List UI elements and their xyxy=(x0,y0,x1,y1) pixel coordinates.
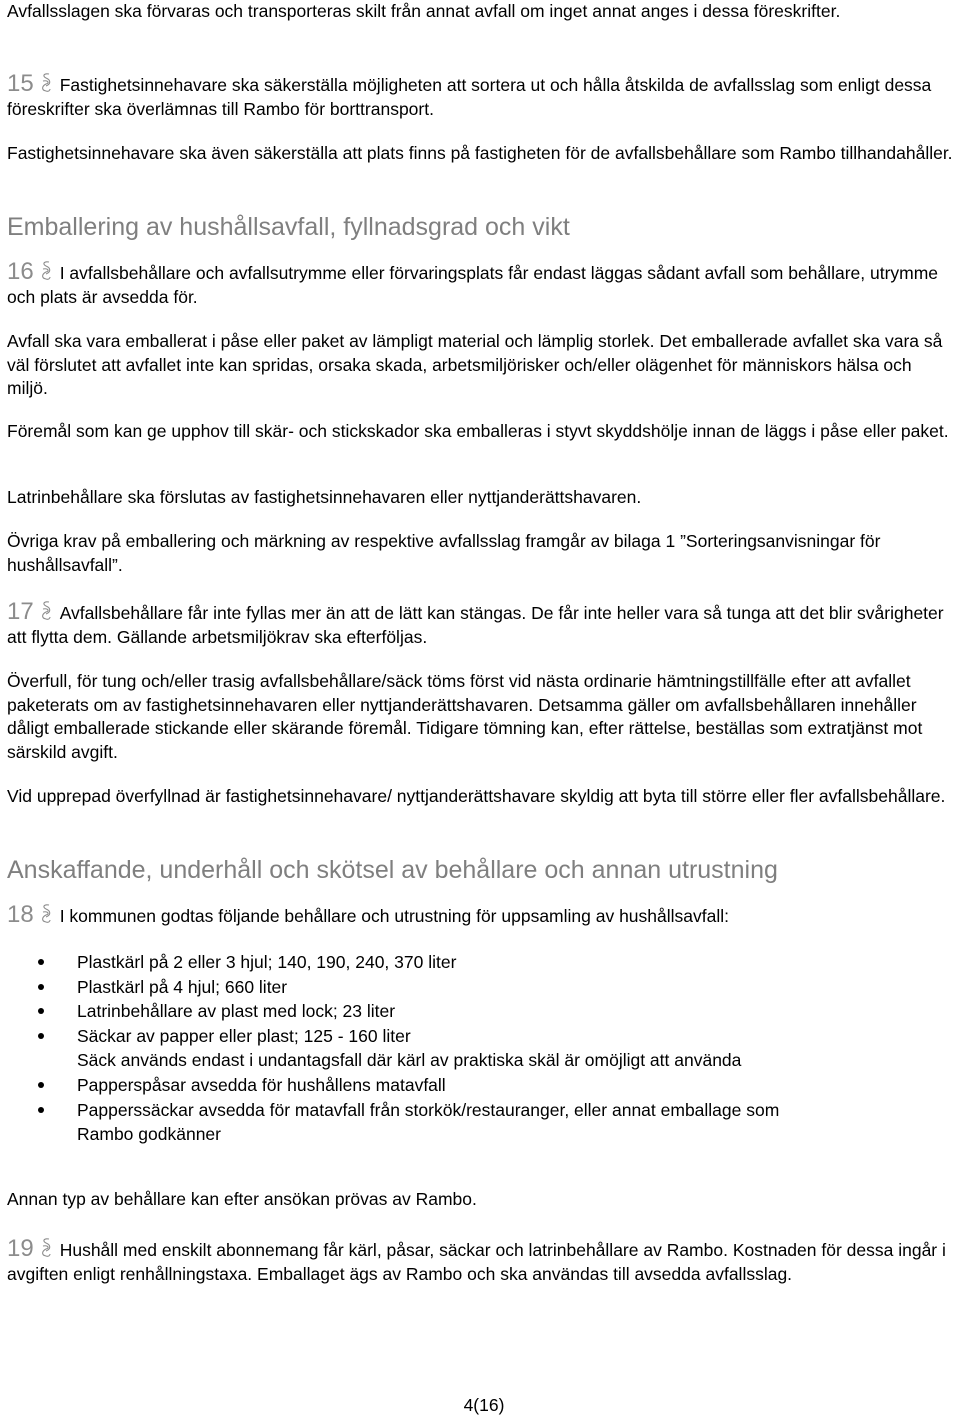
list-item xyxy=(7,1073,957,1098)
heading-emballering: Emballering av hushållsavfall, fyllnadsgrad och vikt xyxy=(7,213,570,241)
list-item-text: Plastkärl på 2 eller 3 hjul; 140, 190, 240, 370 liter xyxy=(77,952,457,972)
list-item xyxy=(7,950,957,975)
section-16-paragraph-5: Övriga krav på emballering och märkning av respektive avfallsslag framgår av bilaga 1 ”Sorteringsanvisningar för hushållsavfall”. xyxy=(7,531,881,575)
section-18-paragraph-1 xyxy=(7,903,957,929)
section-18-number: 18 xyxy=(7,901,34,928)
list-item-text-continued: Rambo godkänner xyxy=(77,1124,221,1145)
list-item xyxy=(7,999,957,1024)
section-16-text-1: I avfallsbehållare och avfallsutrymme eller förvaringsplats får endast läggas sådant avfall som behållare, utrymme och plats är avsedda för. xyxy=(7,263,939,307)
section-15-paragraph-2: Fastighetsinnehavare ska även säkerställa att plats finns på fastigheten för de avfallsbehållare som Rambo tillhandahåller. xyxy=(7,143,953,163)
section-15-paragraph-1 xyxy=(7,72,957,121)
list-item-text: Plastkärl på 4 hjul; 660 liter xyxy=(77,976,288,997)
list-item-text: Säckar av papper eller plast; 125 - 160 liter xyxy=(77,1025,411,1046)
section-17-paragraph-1 xyxy=(7,600,957,649)
bullet-icon xyxy=(38,1008,44,1014)
section-symbol-icon xyxy=(40,1237,52,1259)
section-19-number: 19 xyxy=(7,1235,34,1262)
section-18-paragraph-2: Annan typ av behållare kan efter ansökan prövas av Rambo. xyxy=(7,1189,477,1209)
bullet-icon xyxy=(38,959,44,965)
section-15-number: 15 xyxy=(7,70,34,97)
list-item-note: Säck används endast i undantagsfall där kärl av praktiska skäl är omöjligt att använda xyxy=(77,1050,742,1071)
section-symbol-icon xyxy=(40,72,52,94)
list-item-text: Latrinbehållare av plast med lock; 23 liter xyxy=(77,1001,396,1022)
list-item xyxy=(7,1098,957,1147)
section-17-paragraph-2: Överfull, för tung och/eller trasig avfallsbehållare/säck töms först vid nästa ordinarie hämtningstillfälle efter att avfallet paketerats om av fastighetsinnehavaren eller nyttjanderättshavaren. Detsamma gäller om avfallsbehållaren innehåller dåligt emballerade stickande eller skärande föremål. Tidigare tömning kan, efter rättelse, beställas som extratjänst mot särskild avgift. xyxy=(7,671,923,762)
section-17-number: 17 xyxy=(7,598,34,625)
list-item xyxy=(7,975,957,1000)
heading-anskaffande: Anskaffande, underhåll och skötsel av behållare och annan utrustning xyxy=(7,856,778,884)
section-symbol-icon xyxy=(40,903,52,925)
section-16-paragraph-2: Avfall ska vara emballerat i påse eller paket av lämpligt material och lämplig storlek. Det emballerade avfallet ska vara så väl förslutet att avfallet inte kan spridas, orsaka skada, arbetsmiljörisker och/eller olägenhet för människors hälsa och miljö. xyxy=(7,331,943,398)
container-list xyxy=(7,950,957,1147)
bullet-icon xyxy=(38,1107,44,1113)
section-symbol-icon xyxy=(40,600,52,622)
bullet-icon xyxy=(38,984,44,990)
bullet-icon xyxy=(38,1033,44,1039)
page-footer xyxy=(0,1394,960,1416)
list-item-text: Papperssäckar avsedda för matavfall från storkök/restauranger, eller annat emballage som xyxy=(77,1099,780,1120)
section-17-text-1: Avfallsbehållare får inte fyllas mer än att de lätt kan stängas. De får inte heller vara så tunga att det blir svårigheter att flytta dem. Gällande arbetsmiljökrav ska efterföljas. xyxy=(7,603,944,647)
section-18-text-1: I kommunen godtas följande behållare och utrustning för uppsamling av hushållsavfall: xyxy=(59,906,729,926)
section-16-paragraph-1 xyxy=(7,260,957,309)
list-item xyxy=(7,1024,957,1073)
section-19-paragraph-1 xyxy=(7,1237,957,1286)
section-symbol-icon xyxy=(40,260,52,282)
list-item-text: Papperspåsar avsedda för hushållens matavfall xyxy=(77,1074,446,1095)
section-19-text-1: Hushåll med enskilt abonnemang får kärl, påsar, säckar och latrinbehållare av Rambo. Kostnaden för dessa ingår i avgiften enligt renhållningstaxa. Emballaget ägs av Rambo och ska användas till avsedda avfallsslag. xyxy=(7,1240,946,1284)
bullet-icon xyxy=(38,1082,44,1088)
section-17-paragraph-3: Vid upprepad överfyllnad är fastighetsinnehavare/ nyttjanderättshavare skyldig att byta till större eller fler avfallsbehållare. xyxy=(7,786,946,806)
page-number: 4(16) xyxy=(463,1395,505,1415)
section-15-text-1: Fastighetsinnehavare ska säkerställa möjligheten att sortera ut och hålla åtskilda de avfallsslag som enligt dessa föreskrifter ska överlämnas till Rambo för borttransport. xyxy=(7,75,932,119)
section-16-paragraph-4: Latrinbehållare ska förslutas av fastighetsinnehavaren eller nyttjanderättshavaren. xyxy=(7,487,642,507)
section-16-paragraph-3: Föremål som kan ge upphov till skär- och stickskador ska emballeras i styvt skyddshölje innan de läggs i påse eller paket. xyxy=(7,421,949,441)
intro-paragraph: Avfallsslagen ska förvaras och transporteras skilt från annat avfall om inget annat anges i dessa föreskrifter. xyxy=(7,1,841,21)
section-16-number: 16 xyxy=(7,258,34,285)
